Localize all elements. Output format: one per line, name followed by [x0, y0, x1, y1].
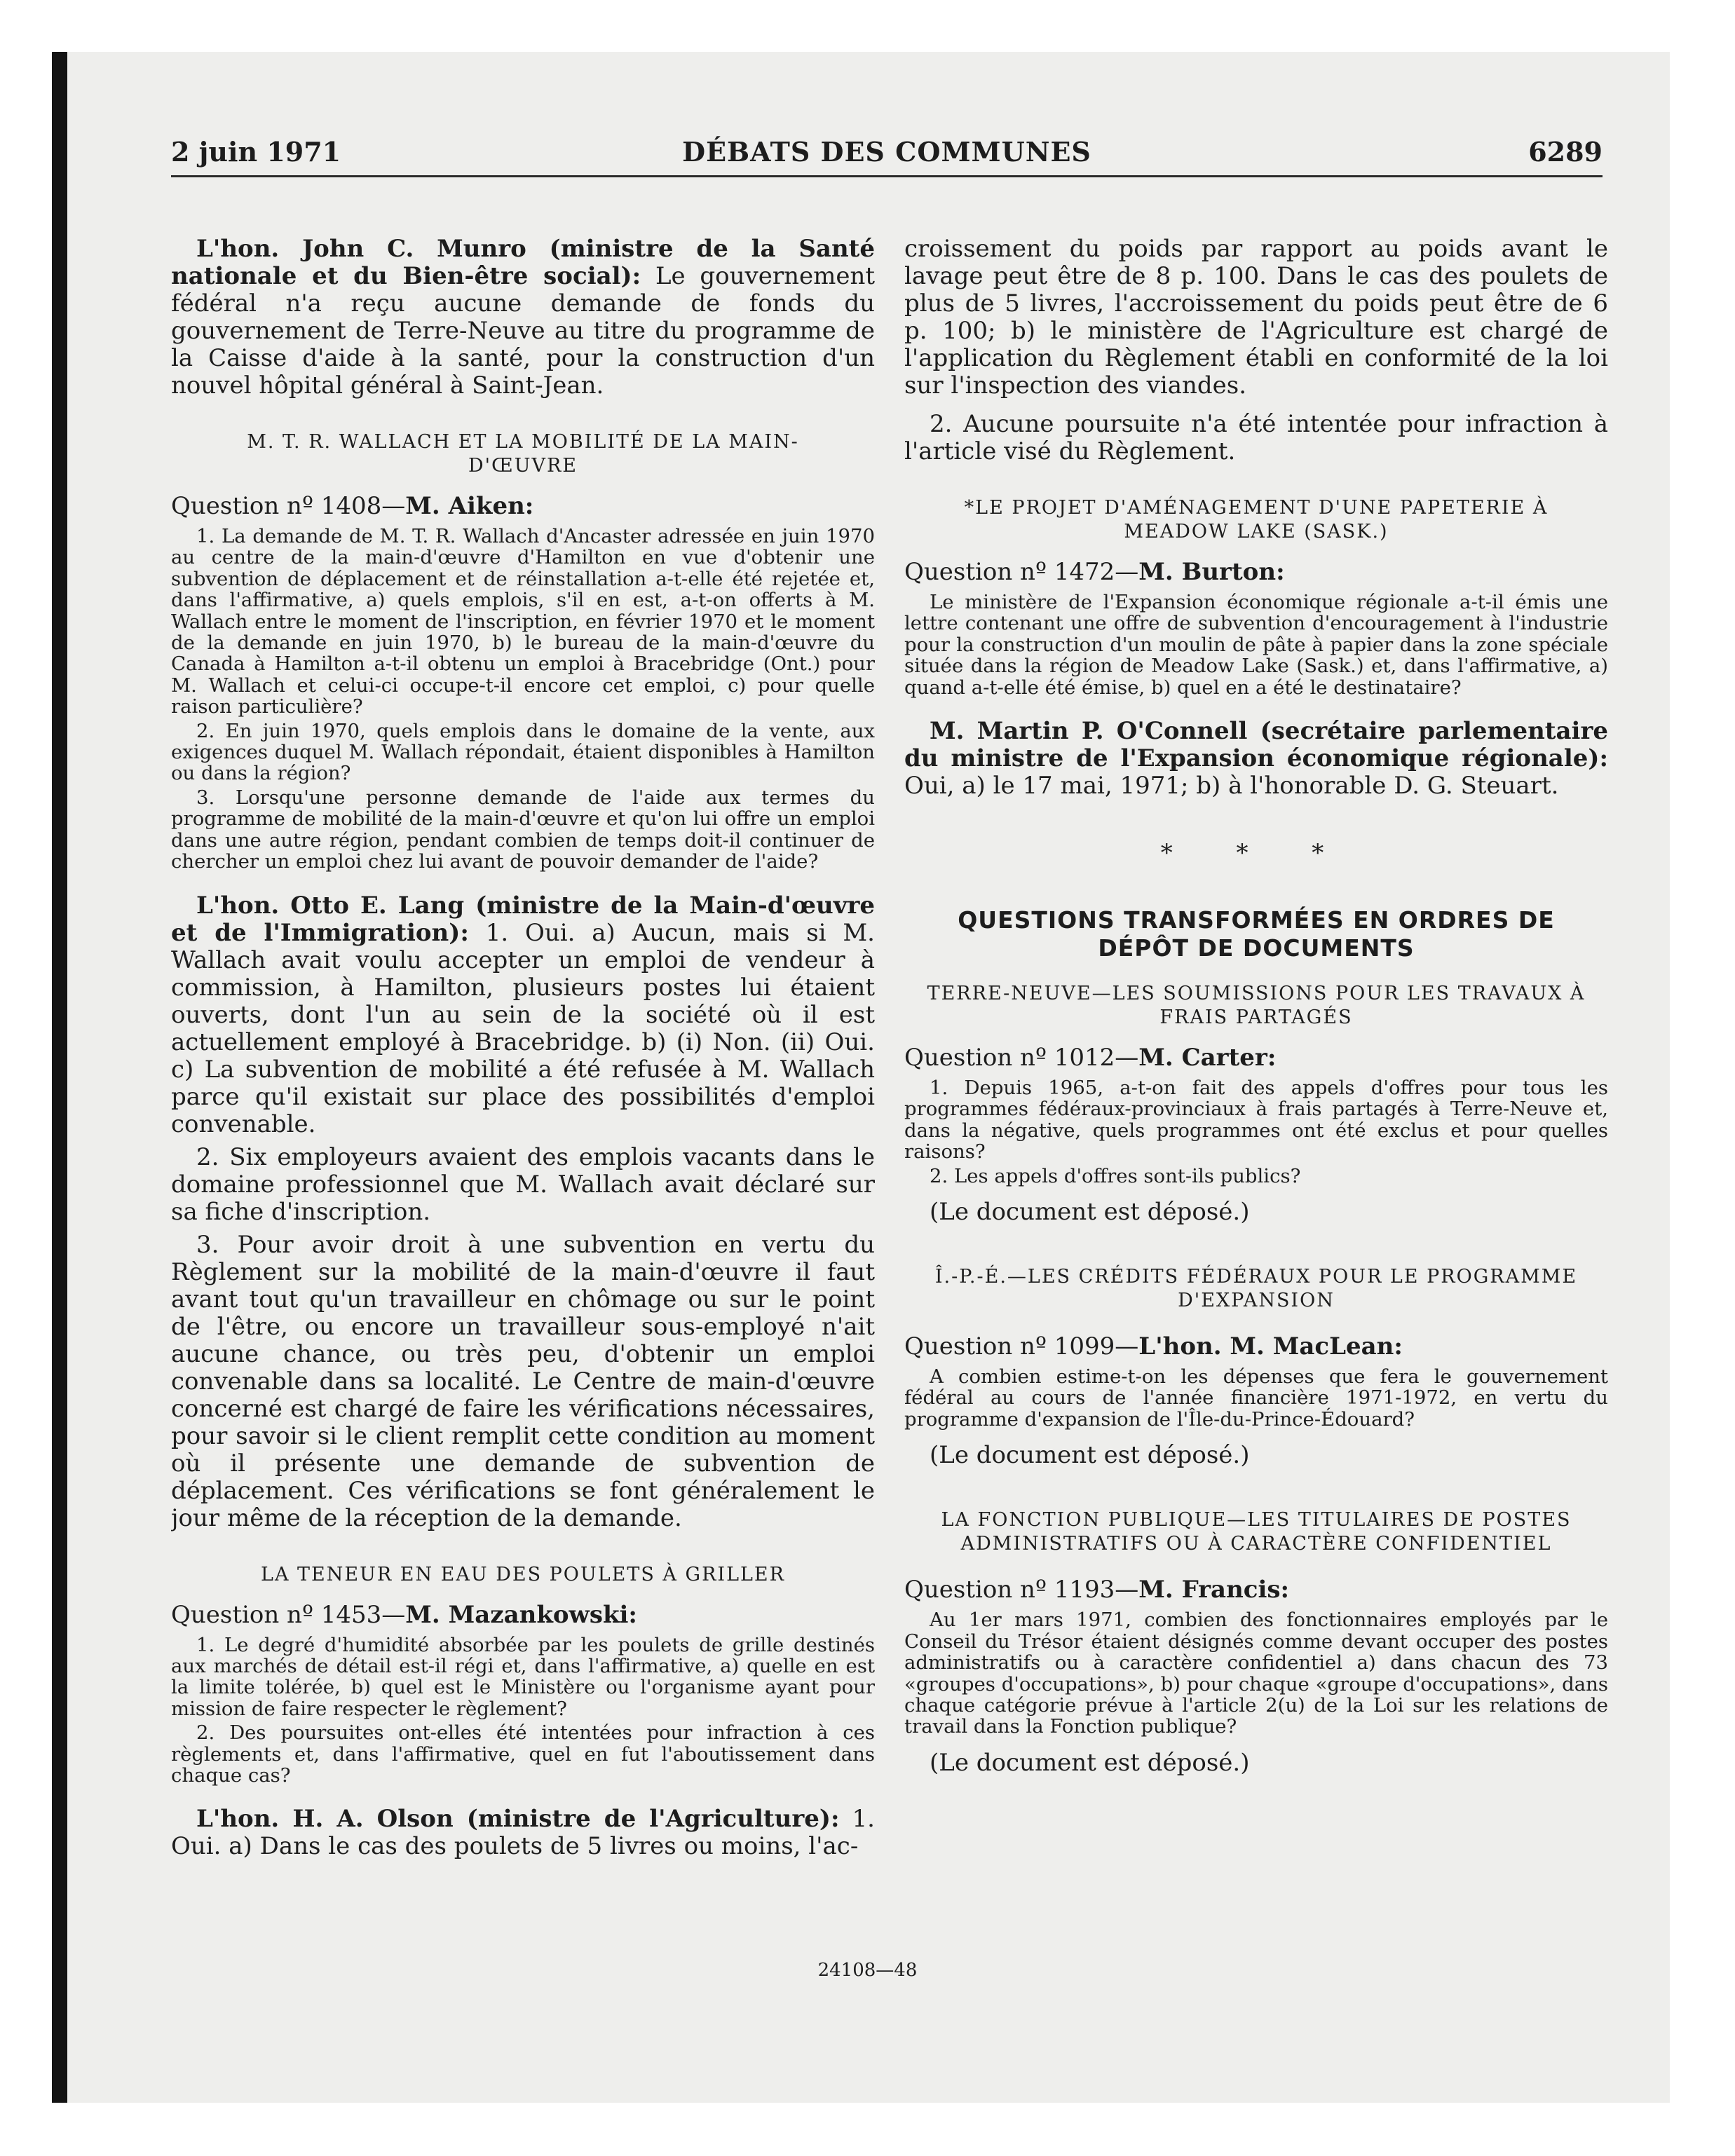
question-item: 3. Lorsqu'une personne demande de l'aide aux termes du programme de mobilité de la main-d'œuvre et qu'on lui offre un emploi dans une autre région, pendant combien de temps doit-il continuer de chercher un emploi chez lui avant de pouvoir demander de l'aide?: [171, 786, 875, 873]
question-item: 1. La demande de M. T. R. Wallach d'Ancaster adressée en juin 1970 au centre de la main-d'œuvre d'Hamilton en vue d'obtenir une subvention de déplacement et de réinstallation a-t-elle été rejetée et, dans l'affirmative, a) quels emplois, s'il en est, a-t-on offerts à M. Wallach entre le moment de l'inscription, en février 1970 et le moment de la demande en juin 1970, b) le bureau de la main-d'œuvre du Canada à Hamilton a-t-il obtenu un emploi à Bracebridge (Ont.) pour M. Wallach et celui-ci occupe-t-il encore cet emploi, c) pour quelle raison particulière?: [171, 525, 875, 718]
question-item: 1. Depuis 1965, a-t-on fait des appels d'offres pour tous les programmes fédéraux-provinciaux à frais partagés à Terre-Neuve et, dans la négative, quels programmes ont été exclus et pour quelles raisons?: [904, 1077, 1608, 1164]
question-label: Question nº 1472—: [904, 558, 1139, 586]
section-heading: LA FONCTION PUBLIQUE—LES TITULAIRES DE POSTES ADMINISTRATIFS OU À CARACTÈRE CONFIDENTIEL: [941, 1509, 1572, 1555]
question-asker: M. Carter:: [1138, 1044, 1277, 1072]
question-label: Question nº 1408—: [171, 492, 406, 520]
section-separator: * * *: [1160, 839, 1352, 868]
question-line: [171, 1601, 875, 1629]
answer-paragraph: [904, 718, 1608, 800]
scan-shadow-edge: [52, 52, 67, 2103]
question-item: A combien estime-t-on les dépenses que fera le gouvernement fédéral au cours de l'année financière 1971-1972, en vertu du programme d'expansion de l'Île-du-Prince-Édouard?: [904, 1365, 1608, 1431]
page-footer: 24108—48: [817, 1960, 918, 1981]
answer-paragraph: 3. Pour avoir droit à une subvention en vertu du Règlement sur la mobilité de la main-d'œuvre il faut avant tout qu'un travailleur en chômage ou sur le point de l'être, ou encore un travailleur sous-employé n'ait aucune chance, ou très peu, d'obtenir un emploi convenable dans sa localité. Le Centre de main-d'œuvre concerné est chargé de faire les vérifications nécessaires, pour savoir si le client remplit cette condition au moment où il présente une demande de subvention de déplacement. Ces vérifications se font généralement le jour même de la réception de la demande.: [171, 1230, 875, 1532]
answer-text: Oui, a) le 17 mai, 1971; b) à l'honorable D. G. Steuart.: [904, 772, 1559, 800]
header-date: 2 juin 1971: [171, 136, 341, 168]
section-heading: Î.-P.-É.—LES CRÉDITS FÉDÉRAUX POUR LE PROGRAMME D'EXPANSION: [934, 1266, 1578, 1312]
question-asker: L'hon. M. MacLean:: [1138, 1332, 1403, 1361]
question-line: [904, 1576, 1608, 1604]
answer-text: 1. Oui. a) Dans le cas des poulets de 5 livres ou moins, l'ac-: [171, 1805, 875, 1861]
speaker: L'hon. H. A. Olson (ministre de l'Agriculture):: [196, 1805, 840, 1834]
question-item: 2. Les appels d'offres sont-ils publics?: [930, 1164, 1301, 1187]
speaker: L'hon. John C. Munro (ministre de la Santé nationale et du Bien-être social):: [171, 236, 875, 290]
question-item: 2. En juin 1970, quels emplois dans le domaine de la vente, aux exigences duquel M. Wallach répondait, étaient disponibles à Hamilton ou dans la région?: [171, 719, 875, 785]
answer-paragraph: [171, 892, 875, 1138]
question-asker: M. Mazankowski:: [405, 1600, 637, 1629]
section-heading: *LE PROJET D'AMÉNAGEMENT D'UNE PAPETERIE À MEADOW LAKE (SASK.): [964, 497, 1549, 543]
munro-answer: [171, 236, 875, 400]
question-line: [171, 492, 875, 520]
right-column: [904, 236, 1608, 1946]
document-deposited-note: (Le document est déposé.): [930, 1441, 1250, 1470]
question-item: 1. Le degré d'humidité absorbée par les poulets de grille destinés aux marchés de détail est-il régi et, dans l'affirmative, a) quelle en est la limite tolérée, b) quel est le Ministère ou l'organisme ayant pour mission de faire respecter le règlement?: [171, 1633, 875, 1720]
answer-paragraph: [171, 1806, 875, 1860]
speaker: L'hon. Otto E. Lang (ministre de la Main-d'œuvre et de l'Immigration):: [171, 891, 875, 947]
section-heading: M. T. R. WALLACH ET LA MOBILITÉ DE LA MAIN-D'ŒUVRE: [247, 431, 799, 477]
question-asker: M. Francis:: [1138, 1576, 1290, 1604]
question-item: 2. Des poursuites ont-elles été intentées pour infraction à ces règlements et, dans l'affirmative, quel en fut l'aboutissement dans chaque cas?: [171, 1721, 875, 1787]
question-item: Le ministère de l'Expansion économique régionale a-t-il émis une lettre contenant une offre de subvention d'encouragement à l'industrie pour la construction d'un moulin de pâte à papier dans la zone spéciale située dans la région de Meadow Lake (Sask.) et, dans l'affirmative, a) quand a-t-elle été émise, b) quel en a été le destinataire?: [904, 591, 1608, 699]
question-asker: M. Burton:: [1138, 558, 1285, 586]
section-heading: LA TENEUR EN EAU DES POULETS À GRILLER: [261, 1563, 785, 1585]
question-item: Au 1er mars 1971, combien des fonctionnaires employés par le Conseil du Trésor étaient désignés comme devant occuper des postes administratifs ou à caractère confidentiel a) dans chacun des 73 «groupes d'occupations», b) pour chaque «groupe d'occupations», dans chaque catégorie prévue à l'article 2(u) de la Loi sur les relations de travail dans la Fonction publique?: [904, 1609, 1608, 1738]
answer-paragraph: 2. Six employeurs avaient des emplois vacants dans le domaine professionnel que M. Wallach avait déclaré sur sa fiche d'inscription.: [171, 1142, 875, 1226]
document-deposited-note: (Le document est déposé.): [930, 1748, 1250, 1777]
header-title: DÉBATS DES COMMUNES: [682, 136, 1091, 168]
answer-text: 1. Oui. a) Aucun, mais si M. Wallach avait voulu accepter un emploi de vendeur à commission, à Hamilton, plusieurs postes lui étaient ouverts, dont l'un au sein de la société où il est actuellement employé à Bracebridge. b) (i) Non. (ii) Oui. c) La subvention de mobilité a été refusée à M. Wallach parce qu'il existait sur place des possibilités d'emploi convenable.: [171, 918, 875, 1138]
header-page-number: 6289: [1528, 136, 1603, 168]
section-heading: TERRE-NEUVE—LES SOUMISSIONS POUR LES TRAVAUX À FRAIS PARTAGÉS: [927, 983, 1586, 1029]
question-asker: M. Aiken:: [405, 492, 534, 520]
answer-text: Le gouvernement fédéral n'a reçu aucune demande de fonds du gouvernement de Terre-Neuve au titre du programme de la Caisse d'aide à la santé, pour la construction d'un nouvel hôpital général à Saint-Jean.: [171, 262, 875, 400]
question-line: [904, 1044, 1608, 1072]
document-deposited-note: (Le document est déposé.): [930, 1198, 1250, 1227]
major-heading: QUESTIONS TRANSFORMÉES EN ORDRES DE DÉPÔT DE DOCUMENTS: [958, 906, 1555, 962]
question-label: Question nº 1099—: [904, 1332, 1139, 1361]
answer-paragraph: 2. Aucune poursuite n'a été intentée pour infraction à l'article visé du Règlement.: [904, 410, 1608, 465]
question-line: [904, 558, 1608, 586]
answer-continuation: croissement du poids par rapport au poids avant le lavage peut être de 8 p. 100. Dans le cas des poulets de plus de 5 livres, l'accroissement du poids peut être de 6 p. 100; b) le ministère de l'Agriculture est chargé de l'application du Règlement établi en conformité de la loi sur l'inspection des viandes.: [904, 236, 1608, 400]
left-column: [171, 236, 875, 1946]
question-label: Question nº 1012—: [904, 1044, 1139, 1072]
speaker: M. Martin P. O'Connell (secrétaire parlementaire du ministre de l'Expansion économique régionale):: [904, 717, 1608, 773]
page-header: [171, 133, 1603, 177]
question-line: [904, 1332, 1608, 1360]
question-label: Question nº 1193—: [904, 1576, 1139, 1604]
question-label: Question nº 1453—: [171, 1600, 406, 1629]
